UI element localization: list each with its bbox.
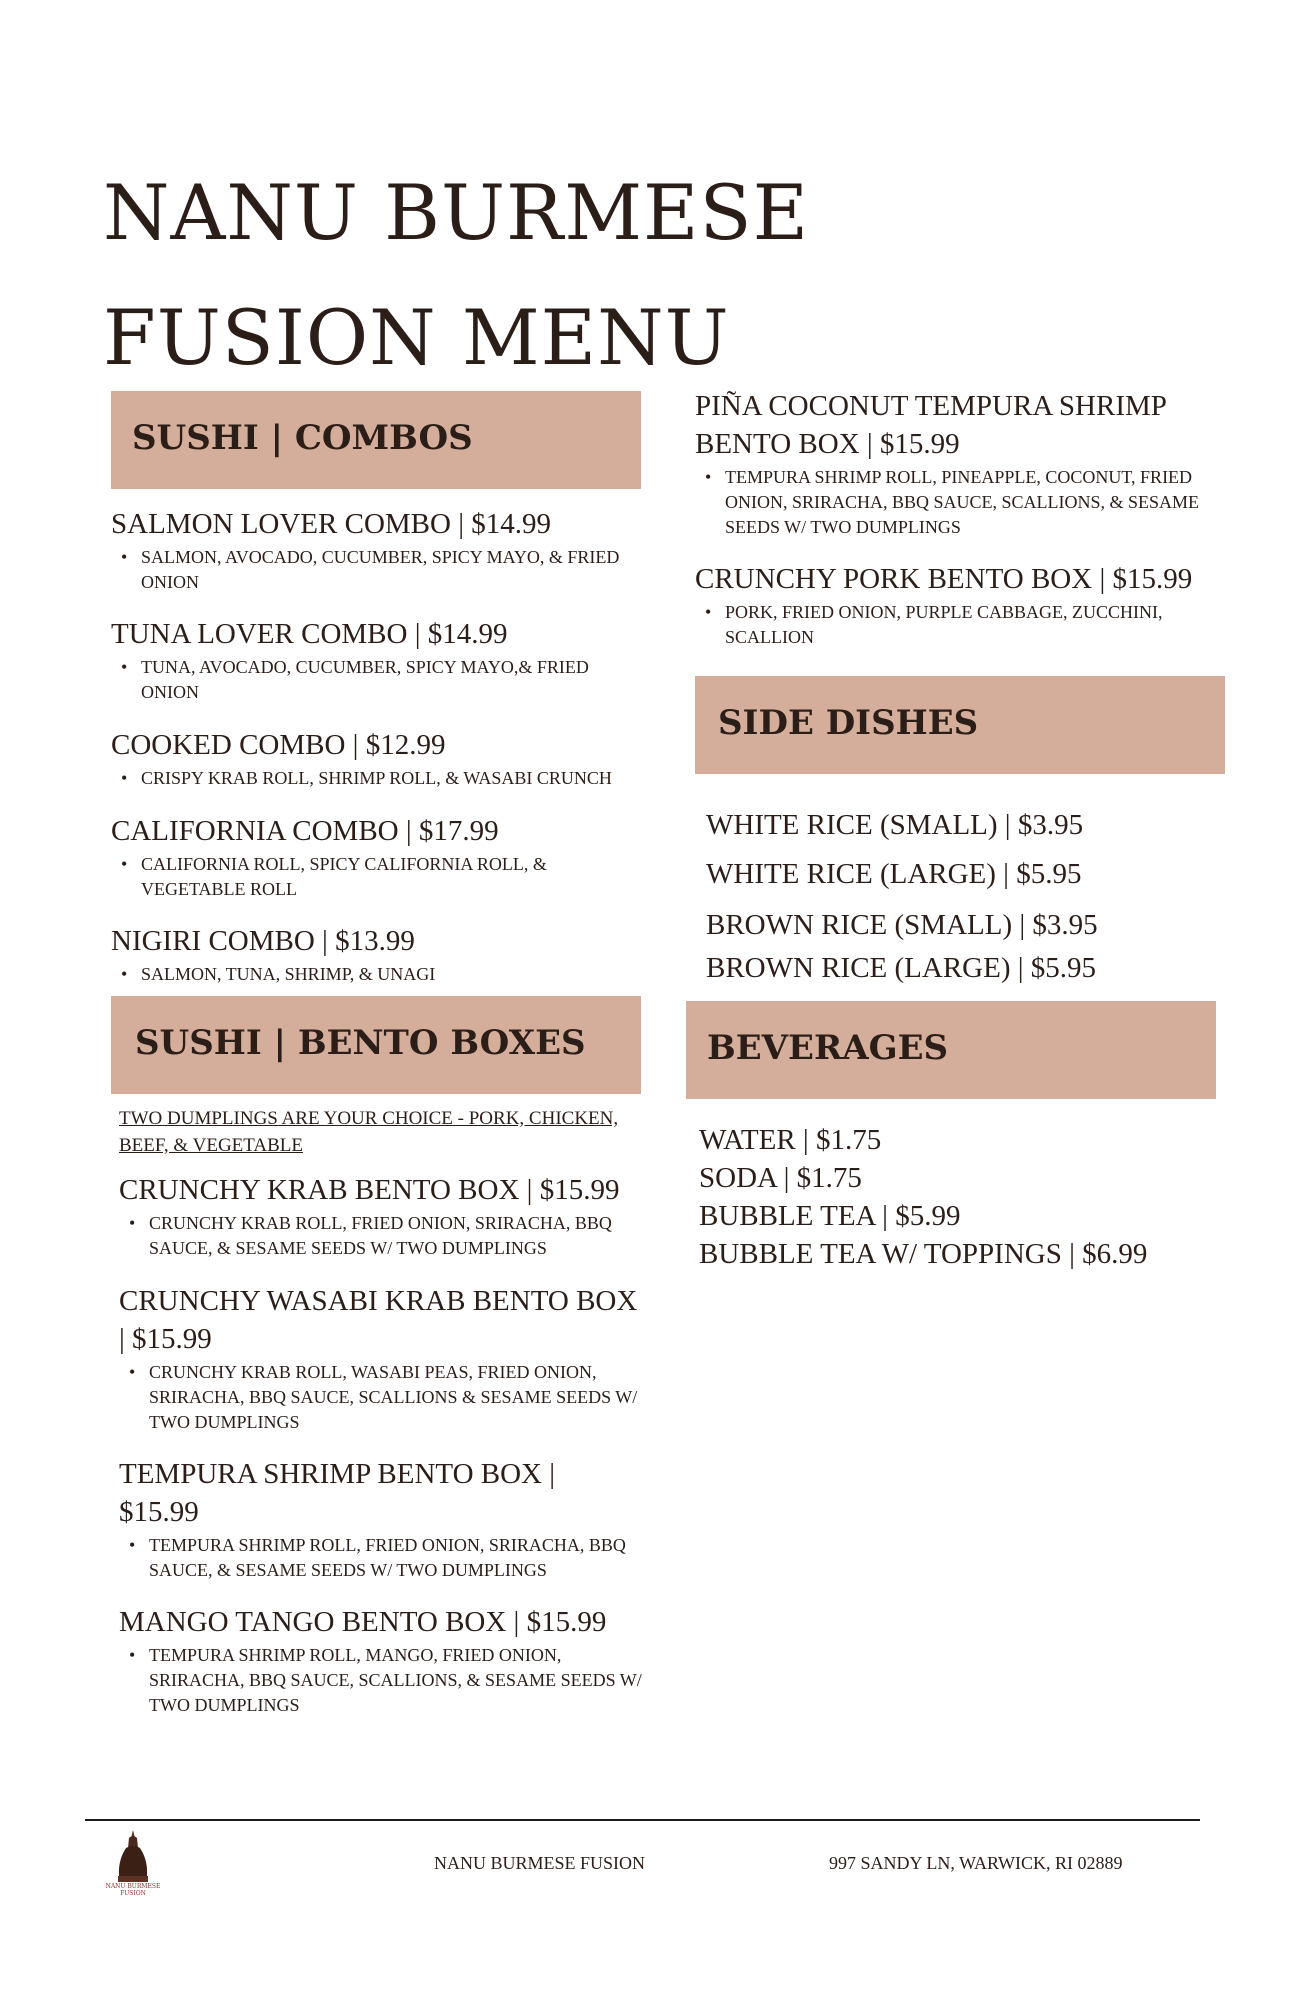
menu-item-name: TEMPURA SHRIMP BENTO BOX | $15.99 bbox=[119, 1458, 556, 1528]
menu-item-name: MANGO TANGO BENTO BOX | $15.99 bbox=[119, 1606, 607, 1638]
menu-item bbox=[111, 726, 671, 791]
menu-title-line-2: FUSION MENU bbox=[103, 293, 730, 382]
dumpling-note: TWO DUMPLINGS ARE YOUR CHOICE - PORK, CHICKEN, BEEF, & VEGETABLE bbox=[119, 1108, 619, 1156]
menu-item-desc: • SALMON, TUNA, SHRIMP, & UNAGI bbox=[111, 962, 641, 987]
menu-item-desc: • CRISPY KRAB ROLL, SHRIMP ROLL, & WASABI CRUNCH bbox=[111, 766, 671, 791]
menu-item-desc-list bbox=[111, 962, 641, 987]
menu-item-desc-list bbox=[119, 1643, 659, 1718]
menu-item-desc: • CRUNCHY KRAB ROLL, WASABI PEAS, FRIED ONION, SRIRACHA, BBQ SAUCE, SCALLIONS & SESAME SEEDS W/ TWO DUMPLINGS bbox=[119, 1360, 639, 1435]
menu-item-desc-list bbox=[111, 852, 641, 902]
menu-title-line-1: NANU BURMESE bbox=[103, 168, 810, 257]
menu-item-desc: • TEMPURA SHRIMP ROLL, PINEAPPLE, COCONUT, FRIED ONION, SRIRACHA, BBQ SAUCE, SCALLIONS, & SESAME SEEDS W/ TWO DUMPLINGS bbox=[695, 465, 1235, 540]
menu-item bbox=[119, 1455, 639, 1583]
menu-item-desc-list bbox=[695, 600, 1255, 650]
menu-item bbox=[695, 387, 1235, 540]
beverage-item: SODA | $1.75 bbox=[699, 1162, 862, 1194]
section-header-sides bbox=[695, 676, 1225, 774]
menu-item bbox=[695, 560, 1255, 650]
svg-text:FUSION: FUSION bbox=[120, 1890, 146, 1897]
section-heading-bento: SUSHI | BENTO BOXES bbox=[135, 1023, 586, 1063]
menu-item-name: CRUNCHY PORK BENTO BOX | $15.99 bbox=[695, 563, 1193, 595]
side-item: WHITE RICE (SMALL) | $3.95 bbox=[706, 809, 1084, 841]
menu-item-desc: • CALIFORNIA ROLL, SPICY CALIFORNIA ROLL, & VEGETABLE ROLL bbox=[111, 852, 641, 902]
menu-item-name: CRUNCHY KRAB BENTO BOX | $15.99 bbox=[119, 1174, 620, 1206]
menu-item bbox=[119, 1282, 639, 1435]
menu-item-desc: • CRUNCHY KRAB ROLL, FRIED ONION, SRIRACHA, BBQ SAUCE, & SESAME SEEDS W/ TWO DUMPLINGS bbox=[119, 1211, 649, 1261]
menu-title bbox=[103, 150, 809, 400]
footer-address: 997 SANDY LN, WARWICK, RI 02889 bbox=[829, 1853, 1123, 1873]
menu-item-desc-list bbox=[111, 545, 641, 595]
menu-item-name: TUNA LOVER COMBO | $14.99 bbox=[111, 618, 508, 650]
section-heading-combos: SUSHI | COMBOS bbox=[132, 418, 473, 458]
menu-item-name: COOKED COMBO | $12.99 bbox=[111, 729, 446, 761]
menu-item-name: CALIFORNIA COMBO | $17.99 bbox=[111, 815, 499, 847]
beverage-item: WATER | $1.75 bbox=[699, 1124, 882, 1156]
section-header-combos bbox=[111, 391, 641, 489]
section-heading-sides: SIDE DISHES bbox=[718, 703, 979, 743]
beverage-item: BUBBLE TEA W/ TOPPINGS | $6.99 bbox=[699, 1238, 1148, 1270]
menu-item-name: SALMON LOVER COMBO | $14.99 bbox=[111, 508, 552, 540]
menu-item bbox=[111, 505, 641, 595]
menu-item-desc-list bbox=[119, 1360, 639, 1435]
beverage-item: BUBBLE TEA | $5.99 bbox=[699, 1200, 961, 1232]
menu-item-desc-list bbox=[119, 1533, 639, 1583]
menu-item bbox=[119, 1171, 649, 1261]
menu-item-desc-list bbox=[111, 655, 641, 705]
menu-item-desc-list bbox=[119, 1211, 649, 1261]
menu-item-desc: • PORK, FRIED ONION, PURPLE CABBAGE, ZUCCHINI, SCALLION bbox=[695, 600, 1255, 650]
menu-item-desc-list bbox=[111, 766, 671, 791]
section-heading-beverages: BEVERAGES bbox=[707, 1028, 949, 1068]
menu-item-desc: • TEMPURA SHRIMP ROLL, MANGO, FRIED ONION, SRIRACHA, BBQ SAUCE, SCALLIONS, & SESAME SEEDS W/ TWO DUMPLINGS bbox=[119, 1643, 659, 1718]
menu-item bbox=[111, 922, 641, 987]
side-item: WHITE RICE (LARGE) | $5.95 bbox=[706, 858, 1082, 890]
menu-item bbox=[119, 1603, 659, 1718]
restaurant-logo bbox=[98, 1824, 168, 1904]
section-header-beverages bbox=[686, 1001, 1216, 1099]
footer-divider bbox=[85, 1819, 1200, 1821]
menu-item-name: CRUNCHY WASABI KRAB BENTO BOX | $15.99 bbox=[119, 1285, 638, 1355]
menu-item-desc: • TUNA, AVOCADO, CUCUMBER, SPICY MAYO,& FRIED ONION bbox=[111, 655, 641, 705]
svg-text:NANU BURMESE: NANU BURMESE bbox=[105, 1883, 161, 1890]
side-item: BROWN RICE (LARGE) | $5.95 bbox=[706, 952, 1097, 984]
menu-item-name: PIÑA COCONUT TEMPURA SHRIMP BENTO BOX | $15.99 bbox=[695, 390, 1166, 460]
menu-item-desc: • SALMON, AVOCADO, CUCUMBER, SPICY MAYO, & FRIED ONION bbox=[111, 545, 641, 595]
menu-item-desc: • TEMPURA SHRIMP ROLL, FRIED ONION, SRIRACHA, BBQ SAUCE, & SESAME SEEDS W/ TWO DUMPLINGS bbox=[119, 1533, 639, 1583]
menu-item-name: NIGIRI COMBO | $13.99 bbox=[111, 925, 415, 957]
footer-restaurant-name: NANU BURMESE FUSION bbox=[434, 1853, 646, 1873]
menu-item bbox=[111, 615, 641, 705]
menu-item bbox=[111, 812, 641, 902]
side-item: BROWN RICE (SMALL) | $3.95 bbox=[706, 909, 1098, 941]
menu-item-desc-list bbox=[695, 465, 1235, 540]
section-header-bento bbox=[111, 996, 641, 1094]
